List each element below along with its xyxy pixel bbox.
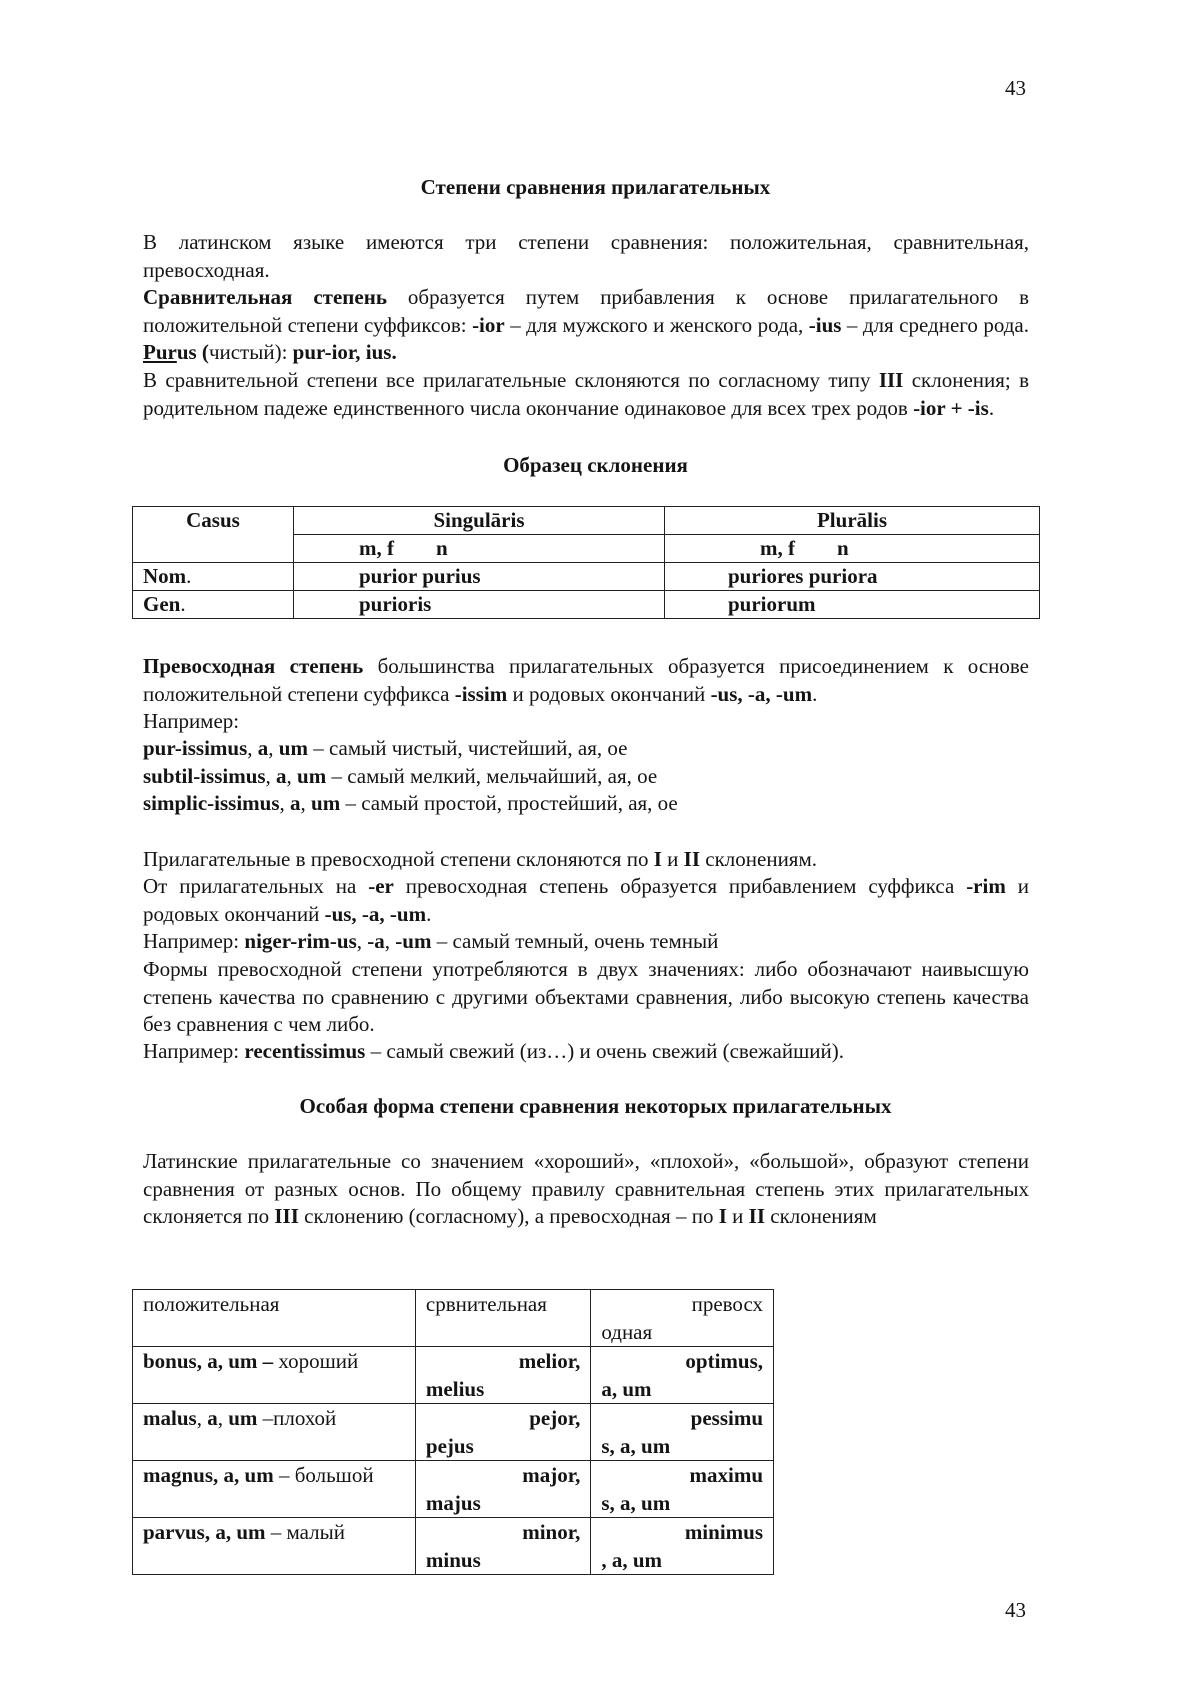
example-recentissimus: Например: recentissimus – самый свежий (из…) и очень свежий (свежайший). (143, 1039, 845, 1063)
header-positive: положительная (133, 1290, 416, 1347)
comparative-cell: melior, melius (415, 1347, 590, 1404)
table-row (133, 591, 1040, 619)
example-label: Например: (143, 709, 240, 733)
table-row (133, 1347, 774, 1404)
paragraph-comparative-declension: В сравнительной степени все прилагательные склоняются по согласному типу III склонения; в родительном падеже единственного числа окончание одинаковое для всех трех родов -ior + -is. (143, 368, 1029, 420)
page-number-bottom: 43 (1005, 1598, 1026, 1622)
header-pluralis: Plurālis (665, 507, 1040, 535)
plural-cell: puriores puriora (665, 563, 1040, 591)
section-title-degrees: Степени сравнения прилагательных (420, 175, 771, 199)
term-comparative: Сравнительная степень (143, 285, 387, 309)
section-title-declension-sample: Образец склонения (503, 453, 688, 477)
table-row (133, 1404, 774, 1461)
case-cell: Nom. (133, 563, 294, 591)
declension-table (132, 506, 1040, 619)
example-niger: Например: niger-rim-us, -a, -um – самый темный, очень темный (143, 929, 719, 953)
irregular-comparison-table (132, 1289, 774, 1575)
paragraph-comparative: Сравнительная степень образуется путем прибавления к основе прилагательного в положительной степени суффиксов: -ior – для мужского и женского рода, -ius – для среднего рода. Purus (чистый): pur-ior, ius. (143, 285, 1030, 364)
table-row (133, 1461, 774, 1518)
subheader-singularis: m, f n (294, 535, 665, 563)
term-superlative: Превосходная степень (143, 654, 364, 678)
paragraph-superlative-meanings: Формы превосходной степени употребляются в двух значениях: либо обозначают наивысшую степень качества по сравнению с другими объектами сравнения, либо высокую степень качества без сравнения с чем либо. (143, 957, 1029, 1036)
plural-cell: puriorum (665, 591, 1040, 619)
paragraph-superlative-declension: Прилагательные в превосходной степени склоняются по I и II склонениям. (143, 847, 818, 871)
page-number-top: 43 (1005, 76, 1026, 100)
paragraph-er-superlative: От прилагательных на -er превосходная степень образуется прибавлением суффикса -rim и родовых окончаний -us, -a, -um. (143, 874, 1029, 926)
header-superlative: превосх одная (591, 1290, 774, 1347)
paragraph-superlative: Превосходная степень большинства прилагательных образуется присоединением к основе положительной степени суффикса -issim и родовых окончаний -us, -a, -um. (143, 654, 1029, 706)
example-line: subtil-issimus, a, um – самый мелкий, мельчайший, ая, ое (143, 764, 658, 788)
example-line: pur-issimus, a, um – самый чистый, чистейший, ая, ое (143, 736, 628, 760)
subheader-pluralis: m, f n (665, 535, 1040, 563)
positive-cell: parvus, a, um – малый (133, 1518, 416, 1575)
header-singularis: Singulāris (294, 507, 665, 535)
section-title-special-forms: Особая форма степени сравнения некоторых прилагательных (299, 1094, 892, 1118)
case-cell: Gen. (133, 591, 294, 619)
positive-cell: bonus, a, um – хороший (133, 1347, 416, 1404)
comparative-cell: minor, minus (415, 1518, 590, 1575)
comparative-cell: pejor, pejus (415, 1404, 590, 1461)
paragraph-intro: В латинском языке имеются три степени сравнения: положительная, сравнительная, превосходная. (143, 230, 1029, 282)
example-line: simplic-issimus, a, um – самый простой, простейший, ая, ое (143, 791, 678, 815)
positive-cell: malus, a, um –плохой (133, 1404, 416, 1461)
singular-cell: purioris (294, 591, 665, 619)
header-casus: Casus (133, 507, 294, 563)
superlative-cell: minimus , a, um (591, 1518, 774, 1575)
header-comparative: срвнительная (415, 1290, 590, 1347)
table-row (133, 1518, 774, 1575)
singular-cell: purior purius (294, 563, 665, 591)
superlative-cell: maximu s, a, um (591, 1461, 774, 1518)
comparative-cell: major, majus (415, 1461, 590, 1518)
superlative-cell: optimus, a, um (591, 1347, 774, 1404)
table-header-row (133, 1290, 774, 1347)
superlative-cell: pessimu s, a, um (591, 1404, 774, 1461)
positive-cell: magnus, a, um – большой (133, 1461, 416, 1518)
table-row (133, 563, 1040, 591)
paragraph-special-forms: Латинские прилагательные со значением «хороший», «плохой», «большой», образуют степени сравнения от разных основ. По общему правилу сравнительная степень этих прилагательных склоняется по III склонению (согласному), а превосходная – по I и II склонениям (143, 1149, 1029, 1228)
